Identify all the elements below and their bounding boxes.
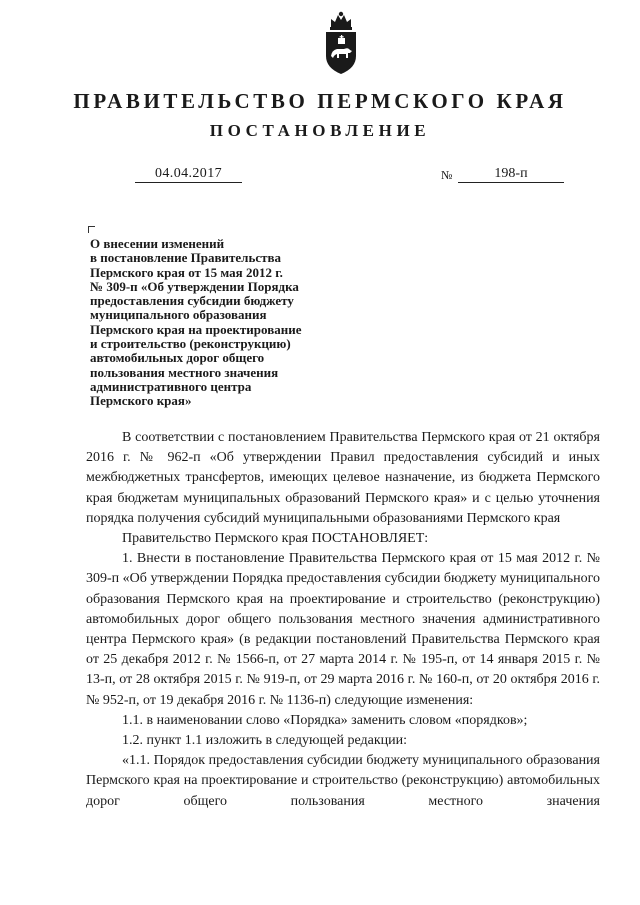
decree-paragraph: Правительство Пермского края ПОСТАНОВЛЯЕТ: xyxy=(122,531,429,547)
item-1-1-paragraph: 1.1. в наименовании слово «Порядка» заменить словом «порядков»; xyxy=(122,712,528,728)
document-body xyxy=(86,428,600,812)
subject-line: № 309-п «Об утверждении Порядка xyxy=(90,278,299,294)
subject-line: предоставления субсидии бюджету xyxy=(90,293,294,309)
subject-line: О внесении изменений xyxy=(90,236,225,251)
document-date: 04.04.2017 xyxy=(135,166,242,183)
number-sign: № xyxy=(441,168,453,182)
document-type-title: ПОСТАНОВЛЕНИЕ xyxy=(209,121,431,140)
subject-line: административного центра xyxy=(90,378,252,394)
coat-of-arms-emblem xyxy=(322,10,360,76)
organization-title: ПРАВИТЕЛЬСТВО ПЕРМСКОГО КРАЯ xyxy=(73,89,567,113)
subject-line: муниципального образования xyxy=(90,307,267,323)
subject-line: автомобильных дорог общего xyxy=(90,350,265,366)
document-subject xyxy=(90,237,360,409)
document-number: 198-п xyxy=(458,166,564,183)
item-1-paragraph: 1. Внести в постановление Правительства Пермского края от 15 мая 2012 г. № 309-п «Об утверждении Порядка предоставления субсидии бюджету муниципального образования Пермского края на проектирование и строительство (реконструкцию) автомобильных дорог общего пользования местного значения административного центра Пермского края» (в редакции постановлений Правительства Пермского края от 25 декабря 2012 г. № 1566-п, от 27 марта 2014 г. № 195-п, от 14 января 2015 г. № 13-п, от 28 октября 2015 г. № 919-п, от 29 марта 2016 г. № 160-п, от 20 октября 2016 г. № 952-п, от 19 декабря 2016 г. № 1136-п) следующие изменения: xyxy=(86,551,600,708)
quoted-item-paragraph: «1.1. Порядок предоставления субсидии бюджету муниципального образования Пермского края на проектирование и строительство (реконструкцию) автомобильных дорог общего пользования местного значения xyxy=(86,753,600,809)
subject-line: и строительство (реконструкцию) xyxy=(90,336,291,352)
subject-line: Пермского края» xyxy=(90,393,192,409)
subject-corner-mark xyxy=(88,226,95,233)
subject-line: Пермского края от 15 мая 2012 г. xyxy=(90,264,283,280)
subject-line: пользования местного значения xyxy=(90,364,279,380)
subject-line: в постановление Правительства xyxy=(90,250,282,266)
intro-paragraph: В соответствии с постановлением Правительства Пермского края от 21 октября 2016 г. № 962-п «Об утверждении Правил предоставления субсидий и иных межбюджетных трансфертов, имеющих целевое назначение, из бюджета Пермского края бюджетам муниципальных образований Пермского края» и с целью уточнения порядка получения субсидий муниципальными образованиями Пермского края xyxy=(86,430,600,526)
item-1-2-paragraph: 1.2. пункт 1.1 изложить в следующей редакции: xyxy=(122,733,407,749)
subject-line: Пермского края на проектирование xyxy=(90,321,302,337)
